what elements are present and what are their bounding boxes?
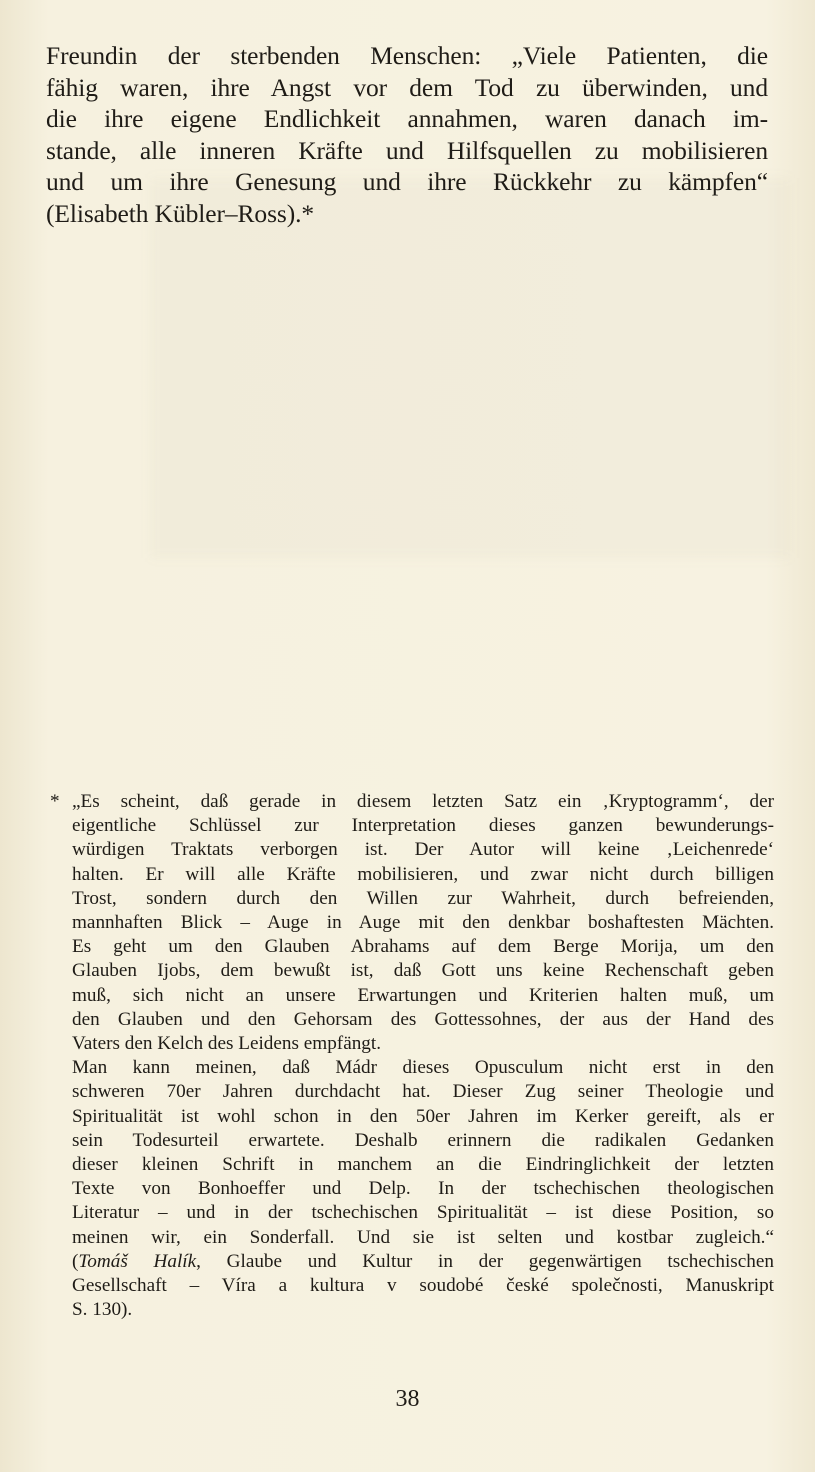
- footnote-line: Glauben Ijobs, dem bewußt ist, daß Gott uns keine Rechenschaft geben: [72, 960, 774, 982]
- main-line: stande, alle inneren Kräfte und Hilfsquellen zu mobilisieren: [46, 135, 768, 165]
- footnote-line: sein Todesurteil erwartete. Deshalb erinnern die radikalen Gedanken: [72, 1129, 774, 1151]
- footnote-line: schweren 70er Jahren durchdacht hat. Dieser Zug seiner Theologie und: [72, 1081, 774, 1103]
- footnote-line: Spiritualität ist wohl schon in den 50er Jahren im Kerker gereift, als er: [72, 1105, 774, 1127]
- footnote-line: Man kann meinen, daß Mádr dieses Opusculum nicht erst in den: [72, 1057, 774, 1079]
- footnote-line: würdigen Traktats verborgen ist. Der Autor will keine ‚Leichenrede‘: [72, 839, 774, 861]
- footnote-line: Vaters den Kelch des Leidens empfängt.: [72, 1033, 382, 1055]
- footnote-marker: *: [50, 791, 60, 812]
- footnote-line: S. 130).: [72, 1299, 133, 1321]
- footnote-line: (Tomáš Halík, Glaube und Kultur in der gegenwärtigen tschechischen: [72, 1250, 774, 1272]
- footnote-line: Es geht um den Glauben Abrahams auf dem Berge Morija, um den: [72, 936, 774, 958]
- footnote-line: dieser kleinen Schrift in manchem an die Eindringlichkeit der letzten: [72, 1154, 774, 1176]
- footnote: [50, 790, 774, 1322]
- page-number: 38: [395, 1386, 420, 1412]
- footnote-line: meinen wir, ein Sonderfall. Und sie ist selten und kostbar zugleich.“: [72, 1226, 774, 1248]
- main-line: und um ihre Genesung und ihre Rückkehr zu kämpfen“: [46, 167, 768, 196]
- main-line: Freundin der sterbenden Menschen: „Viele Patienten, die: [46, 41, 768, 70]
- footnote-line: Gesellschaft – Víra a kultura v soudobé české společnosti, Manuskript: [72, 1275, 774, 1297]
- main-paragraph: [46, 40, 768, 229]
- main-line: (Elisabeth Kübler–Ross).*: [46, 198, 315, 228]
- footnote-line: eigentliche Schlüssel zur Interpretation dieses ganzen bewunderungs-: [72, 815, 774, 837]
- footnote-line: Literatur – und in der tschechischen Spiritualität – ist diese Position, so: [72, 1202, 774, 1224]
- footnote-line: halten. Er will alle Kräfte mobilisieren, und zwar nicht durch billigen: [72, 863, 774, 885]
- show-through-shadow: [150, 178, 790, 558]
- footnote-line: muß, sich nicht an unsere Erwartungen und Kriterien halten muß, um: [72, 984, 774, 1006]
- main-line: fähig waren, ihre Angst vor dem Tod zu überwinden, und: [46, 72, 768, 102]
- footnote-line: Texte von Bonhoeffer und Delp. In der tschechischen theologischen: [72, 1178, 774, 1200]
- footnote-line: mannhaften Blick – Auge in Auge mit den denkbar boshaftesten Mächten.: [72, 912, 774, 934]
- footnote-line: den Glauben und den Gehorsam des Gottessohnes, der aus der Hand des: [72, 1008, 774, 1030]
- main-line: die ihre eigene Endlichkeit annahmen, waren danach im-: [46, 104, 768, 133]
- footnote-line: Trost, sondern durch den Willen zur Wahrheit, durch befreienden,: [72, 887, 774, 909]
- footnote-line: „Es scheint, daß gerade in diesem letzten Satz ein ‚Kryptogramm‘, der: [72, 791, 774, 812]
